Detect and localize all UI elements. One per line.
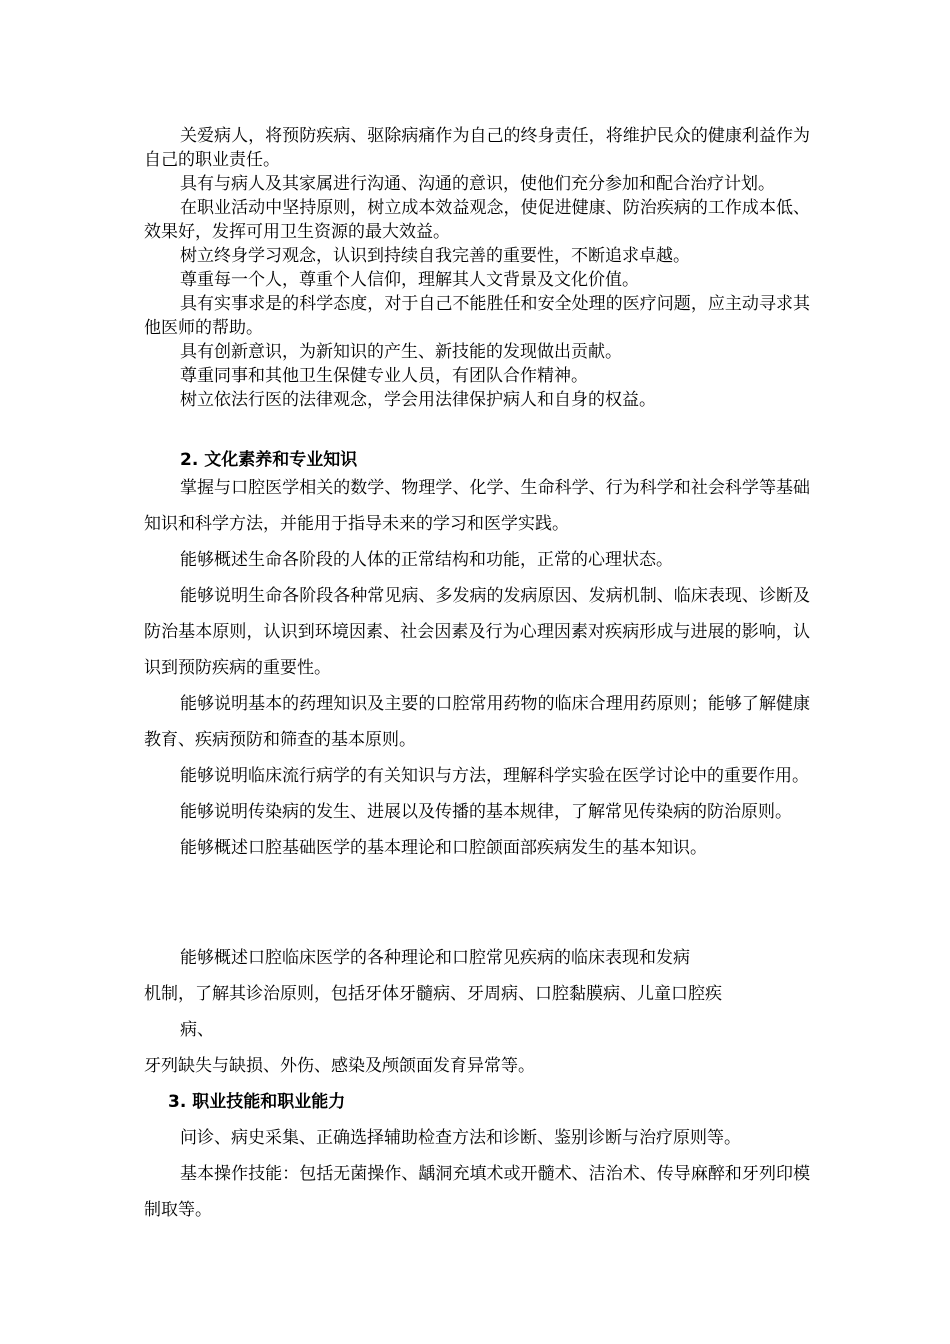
section-2-heading-block xyxy=(144,448,810,472)
section-2-body xyxy=(144,470,810,866)
paragraph: 具有实事求是的科学态度，对于自己不能胜任和安全处理的医疗问题，应主动寻求其他医师的帮助。 xyxy=(144,294,810,338)
paragraph-line: 病、 xyxy=(180,1020,214,1040)
paragraph: 尊重每一个人，尊重个人信仰，理解其人文背景及文化价值。 xyxy=(180,270,639,290)
paragraph: 具有与病人及其家属进行沟通、沟通的意识，使他们充分参加和配合治疗计划。 xyxy=(180,174,775,194)
paragraph: 具有创新意识，为新知识的产生、新技能的发现做出贡献。 xyxy=(180,342,622,362)
paragraph: 能够说明基本的药理知识及主要的口腔常用药物的临床合理用药原则；能够了解健康教育、疾病预防和筛查的基本原则。 xyxy=(144,694,810,750)
paragraph: 能够概述生命各阶段的人体的正常结构和功能，正常的心理状态。 xyxy=(180,550,673,570)
section-heading: 2. 文化素养和专业知识 xyxy=(180,450,358,470)
section-1-body xyxy=(144,124,810,412)
paragraph: 树立终身学习观念，认识到持续自我完善的重要性，不断追求卓越。 xyxy=(180,246,690,266)
paragraph-line: 能够概述口腔临床医学的各种理论和口腔常见疾病的临床表现和发病 xyxy=(180,948,690,968)
paragraph: 关爱病人，将预防疾病、驱除病痛作为自己的终身责任，将维护民众的健康利益作为自己的职业责任。 xyxy=(144,126,810,170)
section-heading: 3. 职业技能和职业能力 xyxy=(168,1092,346,1112)
section-3-body xyxy=(144,1120,810,1228)
paragraph: 问诊、病史采集、正确选择辅助检查方法和诊断、鉴别诊断与治疗原则等。 xyxy=(180,1128,741,1148)
paragraph: 能够说明传染病的发生、进展以及传播的基本规律，了解常见传染病的防治原则。 xyxy=(180,802,792,822)
paragraph: 树立依法行医的法律观念，学会用法律保护病人和自身的权益。 xyxy=(180,390,656,410)
paragraph: 能够说明生命各阶段各种常见病、多发病的发病原因、发病机制、临床表现、诊断及防治基本原则，认识到环境因素、社会因素及行为心理因素对疾病形成与进展的影响，认识到预防疾病的重要性。 xyxy=(144,586,810,678)
paragraph: 在职业活动中坚持原则，树立成本效益观念，使促进健康、防治疾病的工作成本低、效果好，发挥可用卫生资源的最大效益。 xyxy=(144,198,810,242)
paragraph: 尊重同事和其他卫生保健专业人员，有团队合作精神。 xyxy=(180,366,588,386)
paragraph: 能够概述口腔基础医学的基本理论和口腔颌面部疾病发生的基本知识。 xyxy=(180,838,707,858)
paragraph: 能够说明临床流行病学的有关知识与方法，理解科学实验在医学讨论中的重要作用。 xyxy=(180,766,809,786)
paragraph-line: 机制，了解其诊治原则，包括牙体牙髓病、牙周病、口腔黏膜病、儿童口腔疾 xyxy=(144,984,722,1004)
section-3-heading-block xyxy=(132,1090,798,1114)
paragraph-line: 牙列缺失与缺损、外伤、感染及颅颌面发育异常等。 xyxy=(144,1056,535,1076)
paragraph: 掌握与口腔医学相关的数学、物理学、化学、生命科学、行为科学和社会科学等基础知识和科学方法，并能用于指导未来的学习和医学实践。 xyxy=(144,478,810,534)
paragraph: 基本操作技能：包括无菌操作、龋洞充填术或开髓术、洁治术、传导麻醉和牙列印模制取等。 xyxy=(144,1164,810,1220)
